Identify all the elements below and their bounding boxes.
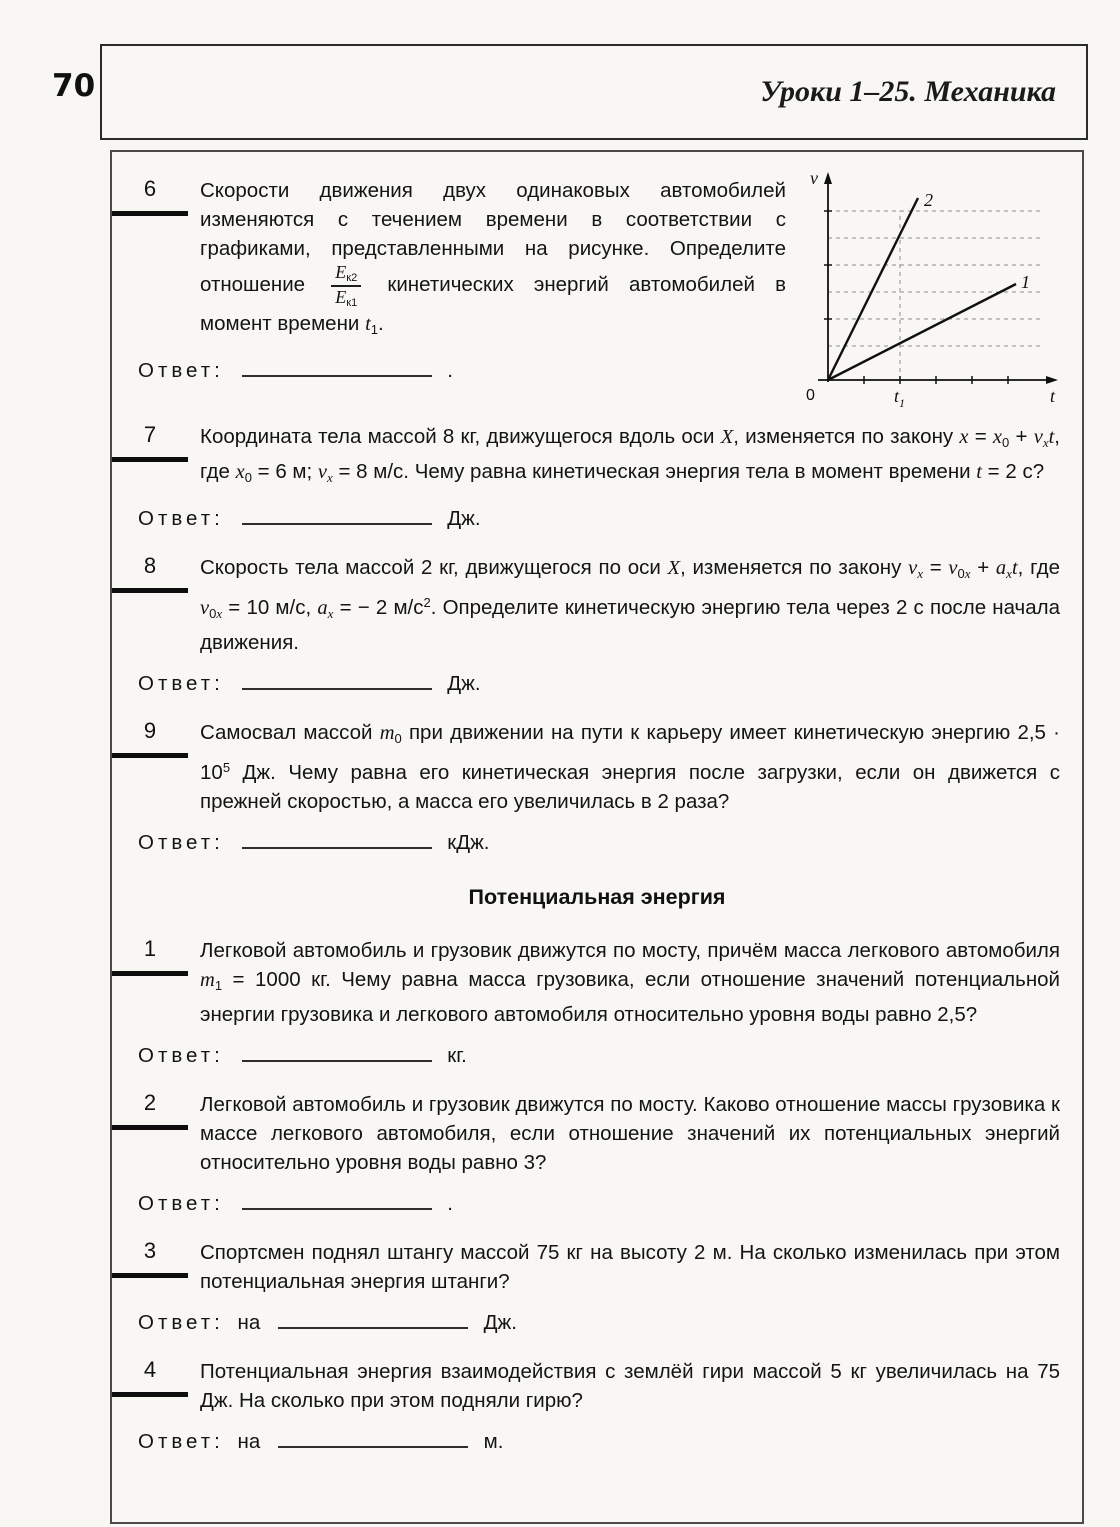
text-run: = 8 м/с. Чему равна кинетическая энергия тела в момент времени xyxy=(332,460,977,483)
header-box xyxy=(100,44,1088,140)
problem-text xyxy=(200,422,1060,492)
answer-line xyxy=(138,1041,1082,1070)
answer-unit: Дж. xyxy=(447,507,481,530)
text-run: 1 xyxy=(214,978,223,993)
text-run: x xyxy=(327,606,334,621)
axes xyxy=(818,180,1050,382)
problem-number: 7 xyxy=(112,422,188,462)
text-run: Дж. Чему равна его кинетическая энергия после загрузки, если он движется с прежней скоростью, а масса его увеличилась в 2 раза? xyxy=(200,761,1060,813)
answer-unit: кДж. xyxy=(447,831,490,854)
text-run: 0 xyxy=(244,470,252,485)
answer-label: Ответ: xyxy=(138,507,224,530)
y-axis-arrow xyxy=(824,172,832,184)
problem-block xyxy=(112,718,1082,857)
answer-line xyxy=(138,1427,1082,1456)
problem-number: 1 xyxy=(112,936,188,976)
text-run: t xyxy=(1048,426,1055,448)
problem-block xyxy=(112,936,1082,1070)
text-run: кинетических энергий автомобилей в момент времени xyxy=(200,273,786,336)
text-run: x xyxy=(917,566,923,581)
text-run: Скорость тела массой 2 кг, движущегося по оси xyxy=(200,556,668,579)
text-run: Потенциальная энергия взаимодействия с землёй гири массой 5 кг увеличилась на 75 Дж. На сколько при этом подняли гирю? xyxy=(200,1360,1060,1412)
text-run: Скорости движения двух одинаковых автомобилей изменяются с течением времени в соответствии с графиками, представленными на рисунке. Определите отношение xyxy=(200,179,786,297)
text-run: 5 xyxy=(222,760,231,775)
problem-number: 4 xyxy=(112,1357,188,1397)
answer-preposition: на xyxy=(237,1430,261,1453)
problem-number: 9 xyxy=(112,718,188,758)
answer-unit: м. xyxy=(483,1430,504,1453)
text-run: x xyxy=(327,470,333,485)
gridlines xyxy=(828,211,1040,380)
text-run: X xyxy=(667,557,681,579)
x-axis-arrow xyxy=(1046,376,1058,384)
text-run: v xyxy=(317,461,328,483)
text-run: = 1000 кг. Чему равна масса грузовика, если отношение значений потенциальной энергии грузовика и легкового автомобиля относительно уровня воды равно 2,5? xyxy=(200,968,1060,1026)
text-run: = 6 м; xyxy=(251,460,318,483)
velocity-time-graph xyxy=(800,166,1068,418)
text-run: , где xyxy=(1017,556,1060,579)
problem-block xyxy=(112,1238,1082,1337)
text-run: E xyxy=(335,262,347,282)
text-run: 0 xyxy=(957,566,965,581)
line-car-1 xyxy=(828,284,1016,380)
problem-block xyxy=(112,1357,1082,1456)
answer-blank xyxy=(278,1430,468,1448)
section-title: Потенциальная энергия xyxy=(468,885,726,909)
text-run: t xyxy=(1011,557,1018,579)
text-run: + xyxy=(1009,425,1034,448)
problem-block xyxy=(112,553,1082,698)
line2-label: 2 xyxy=(924,190,933,210)
answer-blank xyxy=(242,1044,432,1062)
text-run: Легковой автомобиль и грузовик движутся по мосту, причём масса легкового автомобиля xyxy=(200,939,1060,962)
text-run: . Определите кинетическую энергию тела через 2 с после начала движения. xyxy=(200,596,1060,654)
text-run: , изменяется по закону xyxy=(680,556,909,579)
text-run: x xyxy=(992,426,1003,448)
text-run: a xyxy=(995,557,1007,579)
answer-unit: . xyxy=(447,359,453,383)
text-run: Легковой автомобиль и грузовик движутся по мосту. Каково отношение массы грузовика к массе легкового автомобиля, если отношение значений их потенциальных энергий относительно уровня воды равно 3? xyxy=(200,1093,1060,1174)
fraction xyxy=(331,263,361,309)
answer-unit: Дж. xyxy=(483,1311,517,1334)
answer-blank xyxy=(242,1192,432,1210)
text-run: v xyxy=(908,557,918,579)
text-run: = 10 м/с, xyxy=(222,596,318,619)
answer-label: Ответ: xyxy=(138,359,224,383)
text-run: E xyxy=(335,287,347,308)
problem-text xyxy=(200,1357,1060,1415)
text-run: m xyxy=(200,969,215,991)
text-run: Координата тела массой 8 кг, движущегося вдоль оси xyxy=(200,425,721,448)
origin-label: 0 xyxy=(806,387,815,404)
problem-number: 8 xyxy=(112,553,188,593)
text-run: x xyxy=(235,461,245,483)
answer-preposition: на xyxy=(237,1311,261,1334)
text-run: 0 xyxy=(209,606,217,621)
text-run: . xyxy=(378,312,384,336)
answer-unit: . xyxy=(447,1192,453,1215)
problem-text xyxy=(200,718,1060,816)
problem-number: 3 xyxy=(112,1238,188,1278)
answer-line xyxy=(138,504,1082,533)
text-run: к2 xyxy=(346,272,358,284)
problem-text xyxy=(200,1090,1060,1177)
line1-label: 1 xyxy=(1021,272,1030,292)
answer-blank xyxy=(242,359,432,377)
text-run: a xyxy=(317,597,328,619)
text-run: v xyxy=(1033,426,1043,448)
header-title: Уроки 1–25. Механика xyxy=(760,75,1056,108)
answer-line xyxy=(138,669,1082,698)
answer-label: Ответ: xyxy=(138,1044,224,1067)
text-run: t xyxy=(365,313,371,336)
text-run: = 2 с? xyxy=(981,460,1045,483)
problem-block xyxy=(112,422,1082,533)
text-run: x xyxy=(1042,435,1049,450)
answer-line xyxy=(138,1189,1082,1218)
text-run: = xyxy=(968,425,993,448)
line-car-2 xyxy=(828,198,918,380)
answer-label: Ответ: xyxy=(138,1192,224,1215)
text-run: 0 xyxy=(394,731,402,746)
fraction-numerator xyxy=(331,263,361,287)
problem-number: 6 xyxy=(112,176,188,216)
text-run: v xyxy=(200,597,210,619)
problem-block xyxy=(112,1090,1082,1218)
problem-text xyxy=(200,553,1060,657)
text-run: 0 xyxy=(1002,435,1010,450)
t1-tick-label: $t_1$ xyxy=(894,386,906,410)
answer-blank xyxy=(242,672,432,690)
answer-unit: Дж. xyxy=(447,672,481,695)
text-run: x xyxy=(959,426,969,448)
text-run: v xyxy=(948,557,958,579)
problem-number: 2 xyxy=(112,1090,188,1130)
answer-label: Ответ: xyxy=(138,831,224,854)
answer-line xyxy=(138,828,1082,857)
problem-text xyxy=(200,1238,1060,1296)
text-run: 1 xyxy=(370,322,378,338)
answer-blank xyxy=(242,507,432,525)
text-run: Самосвал массой xyxy=(200,721,380,744)
text-run: x xyxy=(964,566,971,581)
x-axis-label: t xyxy=(1050,386,1056,406)
problem-text xyxy=(200,936,1060,1029)
text-run: = − 2 м/с xyxy=(333,596,424,619)
text-run: x xyxy=(216,606,223,621)
answer-label: Ответ: xyxy=(138,1430,224,1453)
text-run: Спортсмен поднял штангу массой 75 кг на высоту 2 м. На сколько изменилась при этом потенциальная энергия штанги? xyxy=(200,1241,1060,1293)
text-run: к1 xyxy=(346,297,358,310)
answer-label: Ответ: xyxy=(138,1311,224,1334)
text-run: , где xyxy=(200,425,1060,483)
y-axis-label: v xyxy=(810,168,818,188)
text-run: + xyxy=(970,556,996,579)
problem-text xyxy=(200,176,786,344)
page-number: 70 xyxy=(52,68,96,104)
potential-energy-problems-list xyxy=(112,936,1082,1456)
answer-blank xyxy=(278,1311,468,1329)
graph-svg xyxy=(800,166,1068,418)
text-run: 2 xyxy=(423,595,431,610)
text-run: X xyxy=(720,426,734,448)
text-run: m xyxy=(379,722,395,744)
answer-blank xyxy=(242,831,432,849)
axis-ticks xyxy=(824,211,1008,384)
fraction-denominator xyxy=(331,287,361,309)
answer-line xyxy=(138,1308,1082,1337)
answer-unit: кг. xyxy=(447,1044,467,1067)
text-run: , изменяется по закону xyxy=(733,425,960,448)
text-run: при движении на пути к карьеру имеет кинетическую энергию 2,5 · 10 xyxy=(200,721,1060,784)
text-run: = xyxy=(922,556,949,579)
answer-label: Ответ: xyxy=(138,672,224,695)
text-run: t xyxy=(976,461,982,483)
text-run: x xyxy=(1006,566,1012,581)
